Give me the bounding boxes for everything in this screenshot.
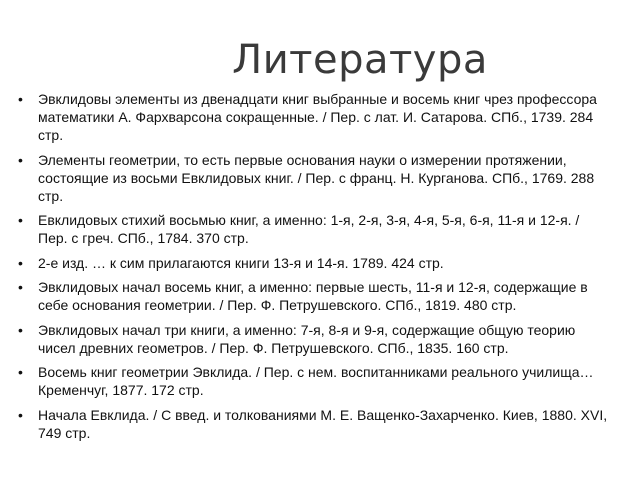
bullet-icon: • <box>18 91 23 107</box>
list-item <box>18 151 608 205</box>
list-item-text: Начала Евклида. / С введ. и толкованиями М. Е. Ващенко-Захарченко. Киев, 1880. XVI, 749 стр. <box>38 406 608 441</box>
list-item-text: Восемь книг геометрии Эвклида. / Пер. с нем. воспитанниками реального училища… Кременчуг, 1877. 172 стр. <box>38 364 594 398</box>
list-item-text: 2-е изд. … к сим прилагаются книги 13-я и 14-я. 1789. 424 стр. <box>38 254 444 271</box>
bullet-icon: • <box>18 321 23 338</box>
bullet-icon: • <box>18 364 23 380</box>
list-item-text: Эвклидовых начал три книги, а именно: 7-я, 8-я и 9-я, содержащие общую теорию чисел древних геометров. / Пер. Ф. Петрушевского. СПб., 1835. 160 стр. <box>38 321 576 356</box>
list-item <box>18 254 608 272</box>
bullet-icon: • <box>18 279 23 295</box>
list-item <box>18 278 608 314</box>
bullet-icon: • <box>18 212 23 228</box>
slide-title: Литература <box>232 37 488 83</box>
list-item-text: Эвклидовы элементы из двенадцати книг выбранные и восемь книг чрез профессора математики А. Фархварсона сокращенные. / Пер. с лат. И. Сатарова. СПб., 1739. 284 стр. <box>38 91 597 143</box>
list-item <box>18 211 608 247</box>
list-item <box>18 90 608 144</box>
bullet-icon: • <box>18 151 23 168</box>
list-item-text: Элементы геометрии, то есть первые основания науки о измерении протяжении, состоящие из восьми Евклидовых книг. / Пер. с франц. Н. Курганова. СПб., 1769. 288 стр. <box>38 151 595 204</box>
bullet-icon: • <box>18 254 23 271</box>
bullet-icon: • <box>18 406 23 423</box>
bibliography-list <box>18 90 608 448</box>
list-item <box>18 406 608 442</box>
list-item-text: Эвклидовых начал восемь книг, а именно: первые шесть, 11-я и 12-я, содержащие в себе основания геометрии. / Пер. Ф. Петрушевского. СПб., 1819. 480 стр. <box>38 279 588 313</box>
list-item-text: Евклидовых стихий восьмью книг, а именно: 1-я, 2-я, 3-я, 4-я, 5-я, 6-я, 11-я и 12-я. / Пер. с греч. СПб., 1784. 370 стр. <box>38 212 580 246</box>
list-item <box>18 321 608 357</box>
list-item <box>18 363 608 399</box>
